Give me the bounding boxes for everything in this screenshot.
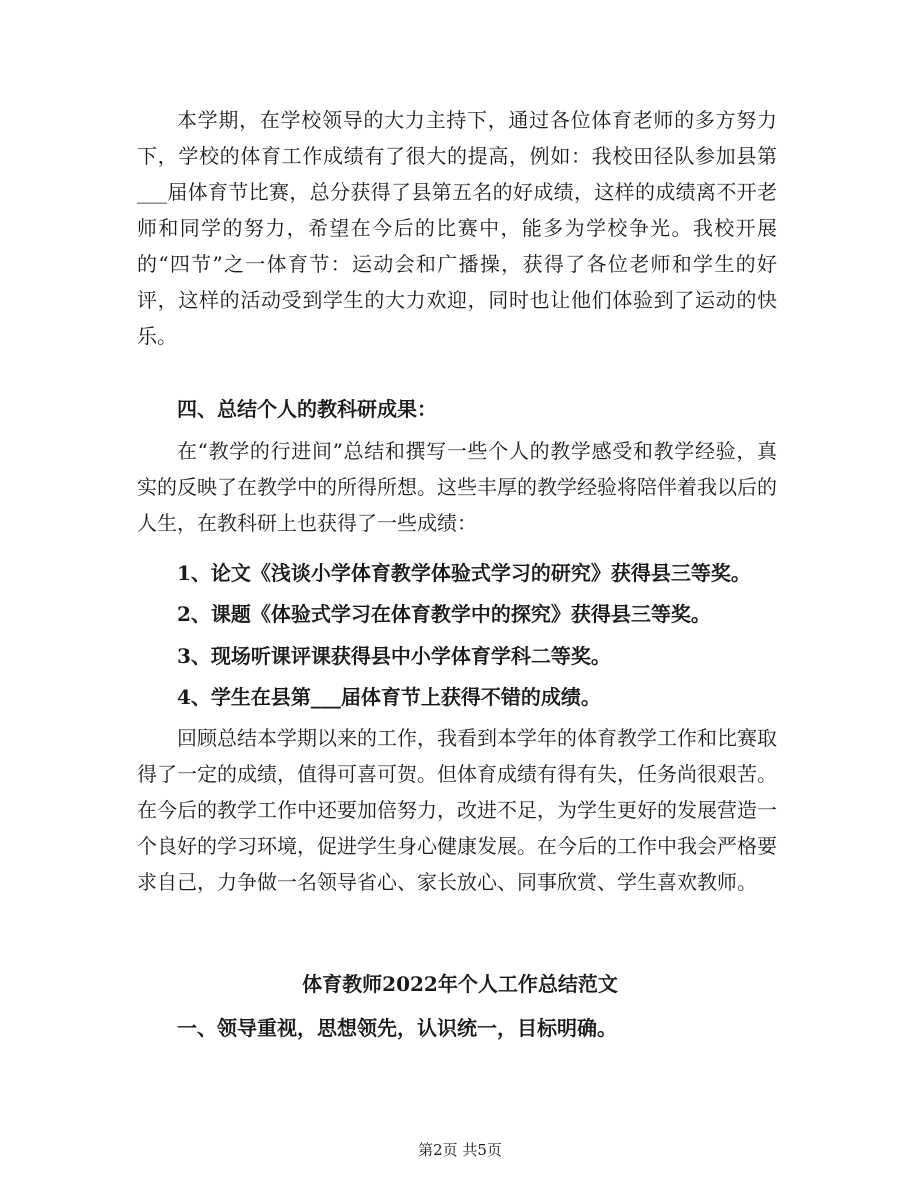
- body-paragraph-research: 在“教学的行进间”总结和撰写一些个人的教学感受和教学经验，真实的反映了在教学中的所得所想。这些丰厚的教学经验将陪伴着我以后的人生，在教科研上也获得了一些成绩：: [137, 439, 777, 535]
- achievement-item-4: 4、学生在县第___届体育节上获得不错的成绩。: [177, 685, 601, 709]
- section-heading-research: 四、总结个人的教科研成果：: [177, 397, 437, 421]
- achievement-item-1: 1、论文《浅谈小学体育教学体验式学习的研究》获得县三等奖。: [177, 561, 751, 585]
- next-article-title: 体育教师2022年个人工作总结范文: [302, 972, 618, 996]
- achievement-item-2: 2、课题《体验式学习在体育教学中的探究》获得县三等奖。: [177, 602, 711, 626]
- achievement-item-3: 3、现场听课评课获得县中小学体育学科二等奖。: [177, 644, 611, 668]
- next-article-heading: 一、领导重视，思想领先，认识统一，目标明确。: [177, 1016, 617, 1040]
- body-paragraph-review: 回顾总结本学期以来的工作，我看到本学年的体育教学工作和比赛取得了一定的成绩，值得可喜可贺。但体育成绩有得有失，任务尚很艰苦。在今后的教学工作中还要加倍努力，改进不足，为学生更好的发展营造一个良好的学习环境，促进学生身心健康发展。在今后的工作中我会严格要求自己，力争做一名领导省心、家长放心、同事欣赏、学生喜欢教师。: [137, 726, 777, 894]
- body-paragraph-sports-results: 本学期，在学校领导的大力主持下，通过各位体育老师的多方努力下，学校的体育工作成绩有了很大的提高，例如：我校田径队参加县第___届体育节比赛，总分获得了县第五名的好成绩，这样的成绩离不开老师和同学的努力，希望在今后的比赛中，能多为学校争光。我校开展的“四节”之一体育节：运动会和广播操，获得了各位老师和学生的好评，这样的活动受到学生的大力欢迎，同时也让他们体验到了运动的快乐。: [137, 108, 777, 348]
- page-number: 第2页 共5页: [418, 1141, 502, 1159]
